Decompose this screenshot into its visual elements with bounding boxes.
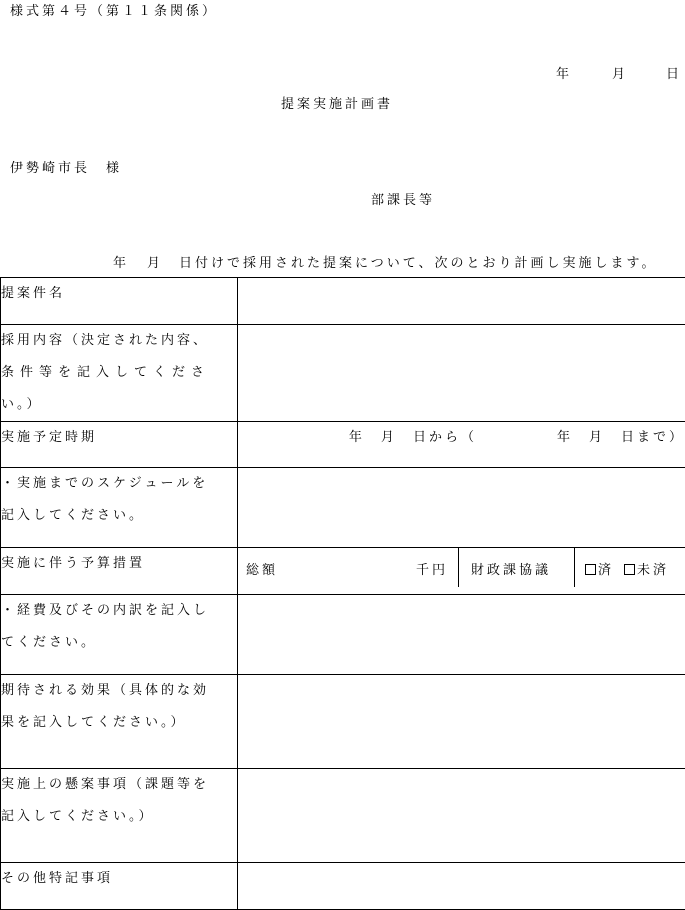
date-day: 日 <box>666 67 683 82</box>
budget-label: 実施に伴う予算措置 <box>1 548 238 595</box>
period-month-2: 月 <box>588 430 605 445</box>
row-effect <box>1 675 685 769</box>
done-label: 済 <box>598 563 615 578</box>
concern-line-2: 記入してください。） <box>1 809 155 824</box>
budget-council-label: 財政課協議 <box>459 548 575 587</box>
budget-inner <box>238 548 685 587</box>
addressee: 伊勢崎市長 様 <box>10 161 123 176</box>
period-year-2: 年 <box>556 430 573 445</box>
row-schedule <box>1 422 685 468</box>
sender: 部課長等 <box>371 193 436 208</box>
budget-unit-label: 千円 <box>415 563 448 578</box>
intro-sentence <box>113 252 657 271</box>
row-other <box>1 863 685 910</box>
expense-label <box>1 595 238 675</box>
proposal-name-field[interactable] <box>238 278 685 325</box>
date-line <box>556 63 682 82</box>
adopted-content-label <box>1 325 238 422</box>
effect-line-1: 期待される効果（具体的な効 <box>1 683 210 698</box>
effect-label <box>1 675 238 769</box>
schedule-detail-line-2: 記入してください。 <box>1 508 146 523</box>
schedule-label: 実施予定時期 <box>1 422 238 468</box>
not-done-label: 未済 <box>637 563 670 578</box>
done-checkbox[interactable] <box>585 564 596 575</box>
budget-cell <box>238 548 685 595</box>
expense-line-1: ・経費及びその内訳を記入し <box>1 603 210 618</box>
date-month: 月 <box>612 67 629 82</box>
row-adopted-content <box>1 325 685 422</box>
row-proposal-name <box>1 278 685 325</box>
period-year-1: 年 <box>348 430 365 445</box>
row-expense <box>1 595 685 675</box>
period-to: 日まで） <box>620 430 685 445</box>
proposal-name-label: 提案件名 <box>1 278 238 325</box>
adopted-content-field[interactable] <box>238 325 685 422</box>
effect-line-2: 果を記入してください。） <box>1 715 187 730</box>
row-budget <box>1 548 685 595</box>
intro-year: 年 <box>113 256 130 271</box>
period-month-1: 月 <box>380 430 397 445</box>
intro-rest: 日付けで採用された提案について、次のとおり計画し実施します。 <box>179 256 658 271</box>
document-title: 提案実施計画書 <box>281 97 394 112</box>
schedule-detail-field[interactable] <box>238 468 685 548</box>
budget-status <box>575 548 685 587</box>
form-number-label: 様式第４号（第１１条関係） <box>10 4 219 19</box>
effect-field[interactable] <box>238 675 685 769</box>
plan-form-table <box>0 277 685 910</box>
intro-month: 月 <box>147 256 164 271</box>
expense-line-2: てください。 <box>1 635 98 650</box>
schedule-detail-label <box>1 468 238 548</box>
expense-field[interactable] <box>238 595 685 675</box>
concern-line-1: 実施上の懸案事項（課題等を <box>1 777 210 792</box>
other-field[interactable] <box>238 863 685 910</box>
budget-total-label: 総額 <box>246 563 279 578</box>
schedule-period-field[interactable] <box>238 422 685 468</box>
budget-total-field[interactable] <box>238 548 459 587</box>
concern-field[interactable] <box>238 769 685 863</box>
adopted-content-line-2: 条件等を記入してくださ <box>1 365 211 380</box>
schedule-detail-line-1: ・実施までのスケジュールを <box>1 476 209 491</box>
row-schedule-detail <box>1 468 685 548</box>
not-done-checkbox[interactable] <box>624 564 635 575</box>
row-concern <box>1 769 685 863</box>
adopted-content-line-3: い。） <box>1 397 43 412</box>
concern-label <box>1 769 238 863</box>
period-from: 日から（ <box>412 430 477 445</box>
other-label: その他特記事項 <box>1 863 238 910</box>
date-year: 年 <box>556 67 573 82</box>
adopted-content-line-1: 採用内容（決定された内容、 <box>1 333 210 348</box>
